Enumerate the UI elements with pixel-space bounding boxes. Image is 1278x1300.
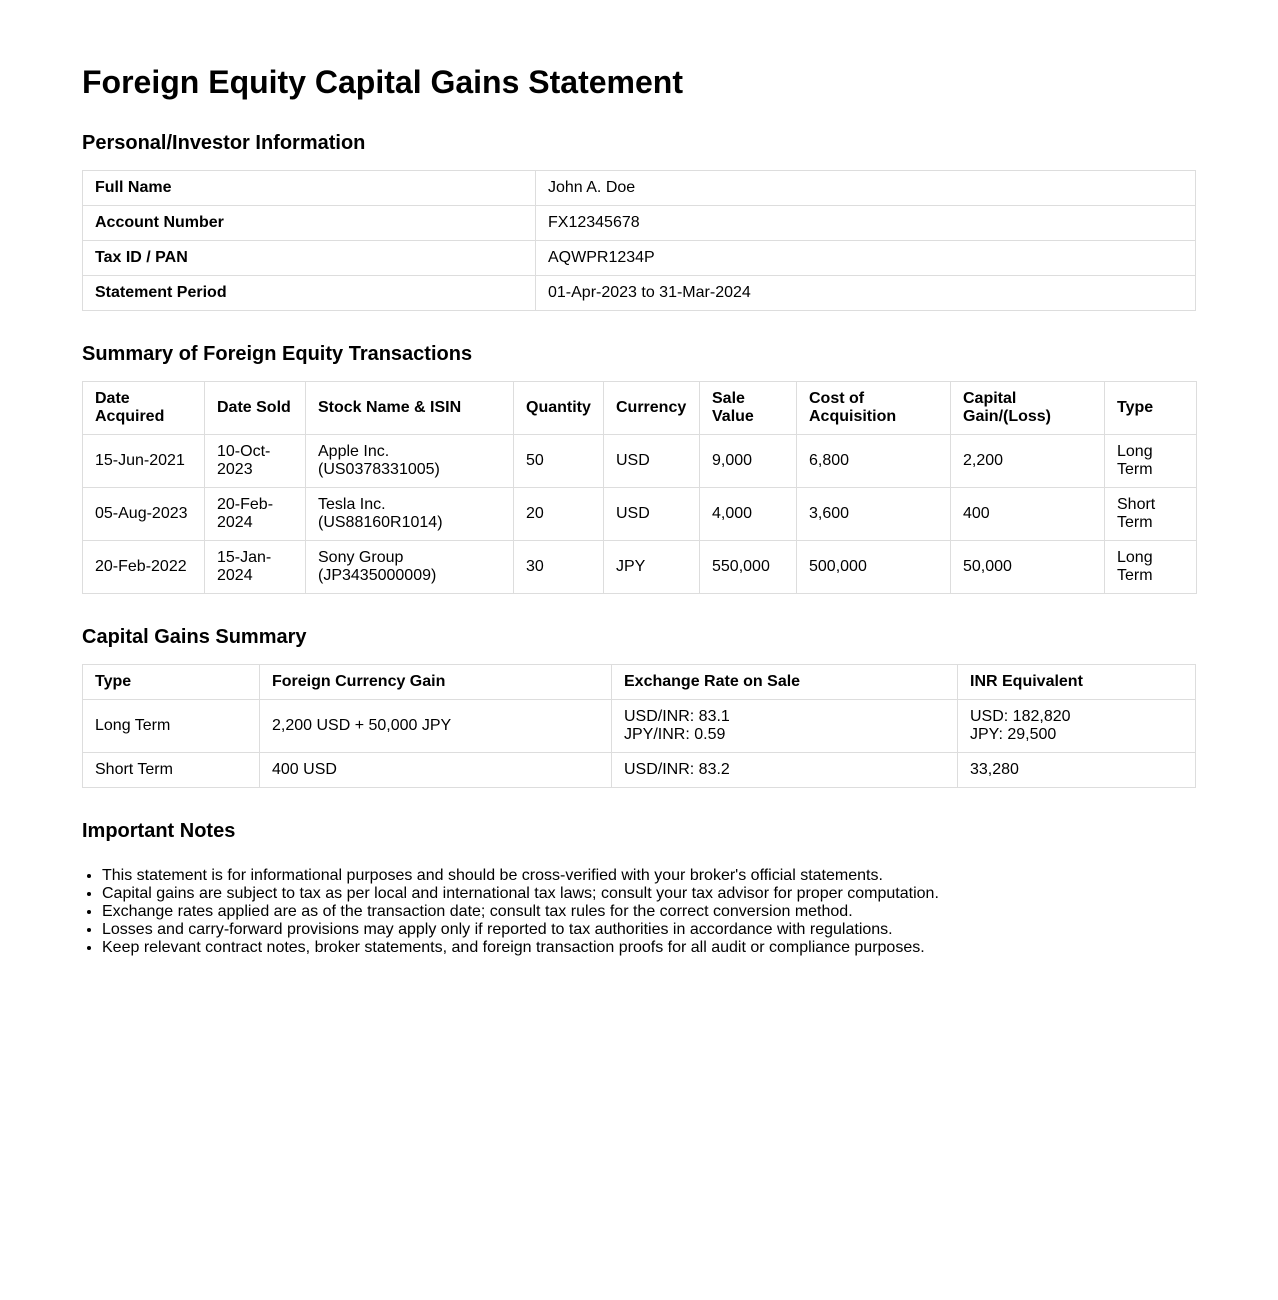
table-cell: JPY (604, 541, 700, 594)
column-header: Date Acquired (83, 382, 205, 435)
table-row (83, 276, 1196, 311)
table-cell: 3,600 (797, 488, 951, 541)
list-item: • Keep relevant contract notes, broker statements, and foreign transaction proofs for all audit or compliance purposes. (102, 939, 1196, 957)
list-item: • Losses and carry-forward provisions may apply only if reported to tax authorities in accordance with regulations. (102, 921, 1196, 939)
gains-summary-heading: Capital Gains Summary (82, 626, 307, 648)
table-cell: Apple Inc. (US0378331005) (306, 435, 514, 488)
personal-info-heading: Personal/Investor Information (82, 132, 366, 154)
table-cell: 9,000 (700, 435, 797, 488)
table-row (83, 241, 1196, 276)
table-cell: Tesla Inc. (US88160R1014) (306, 488, 514, 541)
table-cell: 400 USD (260, 753, 612, 788)
table-cell: Long Term (83, 700, 260, 753)
table-cell: 20-Feb-2024 (205, 488, 306, 541)
field-label: Statement Period (83, 276, 536, 311)
column-header: Cost of Acquisition (797, 382, 951, 435)
table-row (83, 171, 1196, 206)
list-item: • Capital gains are subject to tax as per local and international tax laws; consult your tax advisor for proper computation. (102, 885, 1196, 903)
field-value: FX12345678 (536, 206, 1196, 241)
table-cell: Long Term (1105, 541, 1197, 594)
table-cell: 30 (514, 541, 604, 594)
table-row (83, 435, 1197, 488)
column-header: Capital Gain/(Loss) (951, 382, 1105, 435)
table-cell: Short Term (83, 753, 260, 788)
table-header-row (83, 665, 1196, 700)
table-cell: Long Term (1105, 435, 1197, 488)
table-cell (612, 753, 958, 788)
table-cell (958, 753, 1196, 788)
field-value: John A. Doe (536, 171, 1196, 206)
field-label: Account Number (83, 206, 536, 241)
column-header: INR Equivalent (958, 665, 1196, 700)
table-cell: 10-Oct-2023 (205, 435, 306, 488)
table-cell: 15-Jan-2024 (205, 541, 306, 594)
table-cell: 400 (951, 488, 1105, 541)
table-cell: 05-Aug-2023 (83, 488, 205, 541)
transactions-table (82, 381, 1197, 594)
cell-line: JPY: 29,500 (970, 726, 1057, 743)
table-cell: 2,200 USD + 50,000 JPY (260, 700, 612, 753)
cell-line: USD/INR: 83.1 (624, 708, 730, 725)
table-row (83, 206, 1196, 241)
table-cell: 20 (514, 488, 604, 541)
cell-line: USD: 182,820 (970, 708, 1071, 725)
column-header: Date Sold (205, 382, 306, 435)
cell-line: USD/INR: 83.2 (624, 761, 730, 778)
table-row (83, 488, 1197, 541)
field-label: Tax ID / PAN (83, 241, 536, 276)
table-cell: 2,200 (951, 435, 1105, 488)
cell-line: JPY/INR: 0.59 (624, 726, 726, 743)
table-row (83, 753, 1196, 788)
cell-line: 33,280 (970, 761, 1019, 778)
table-cell: 15-Jun-2021 (83, 435, 205, 488)
table-cell: 500,000 (797, 541, 951, 594)
table-header-row (83, 382, 1197, 435)
table-cell: 20-Feb-2022 (83, 541, 205, 594)
table-row (83, 541, 1197, 594)
column-header: Type (1105, 382, 1197, 435)
column-header: Stock Name & ISIN (306, 382, 514, 435)
table-cell (958, 700, 1196, 753)
gains-summary-table (82, 664, 1196, 788)
table-cell: Sony Group (JP3435000009) (306, 541, 514, 594)
notes-list (82, 867, 1196, 957)
list-item: • This statement is for informational purposes and should be cross-verified with your broker's official statements. (102, 867, 1196, 885)
table-row (83, 700, 1196, 753)
table-cell: 550,000 (700, 541, 797, 594)
notes-heading: Important Notes (82, 820, 236, 842)
column-header: Exchange Rate on Sale (612, 665, 958, 700)
table-cell: USD (604, 435, 700, 488)
table-cell: Short Term (1105, 488, 1197, 541)
column-header: Foreign Currency Gain (260, 665, 612, 700)
column-header: Sale Value (700, 382, 797, 435)
field-label: Full Name (83, 171, 536, 206)
table-cell: 4,000 (700, 488, 797, 541)
table-cell: 6,800 (797, 435, 951, 488)
page-title: Foreign Equity Capital Gains Statement (82, 64, 683, 100)
list-item: • Exchange rates applied are as of the transaction date; consult tax rules for the correct conversion method. (102, 903, 1196, 921)
field-value: 01-Apr-2023 to 31-Mar-2024 (536, 276, 1196, 311)
table-cell: USD (604, 488, 700, 541)
column-header: Currency (604, 382, 700, 435)
column-header: Quantity (514, 382, 604, 435)
table-cell: 50,000 (951, 541, 1105, 594)
transactions-heading: Summary of Foreign Equity Transactions (82, 343, 473, 365)
personal-info-table (82, 170, 1196, 311)
field-value: AQWPR1234P (536, 241, 1196, 276)
column-header: Type (83, 665, 260, 700)
table-cell: 50 (514, 435, 604, 488)
table-cell (612, 700, 958, 753)
